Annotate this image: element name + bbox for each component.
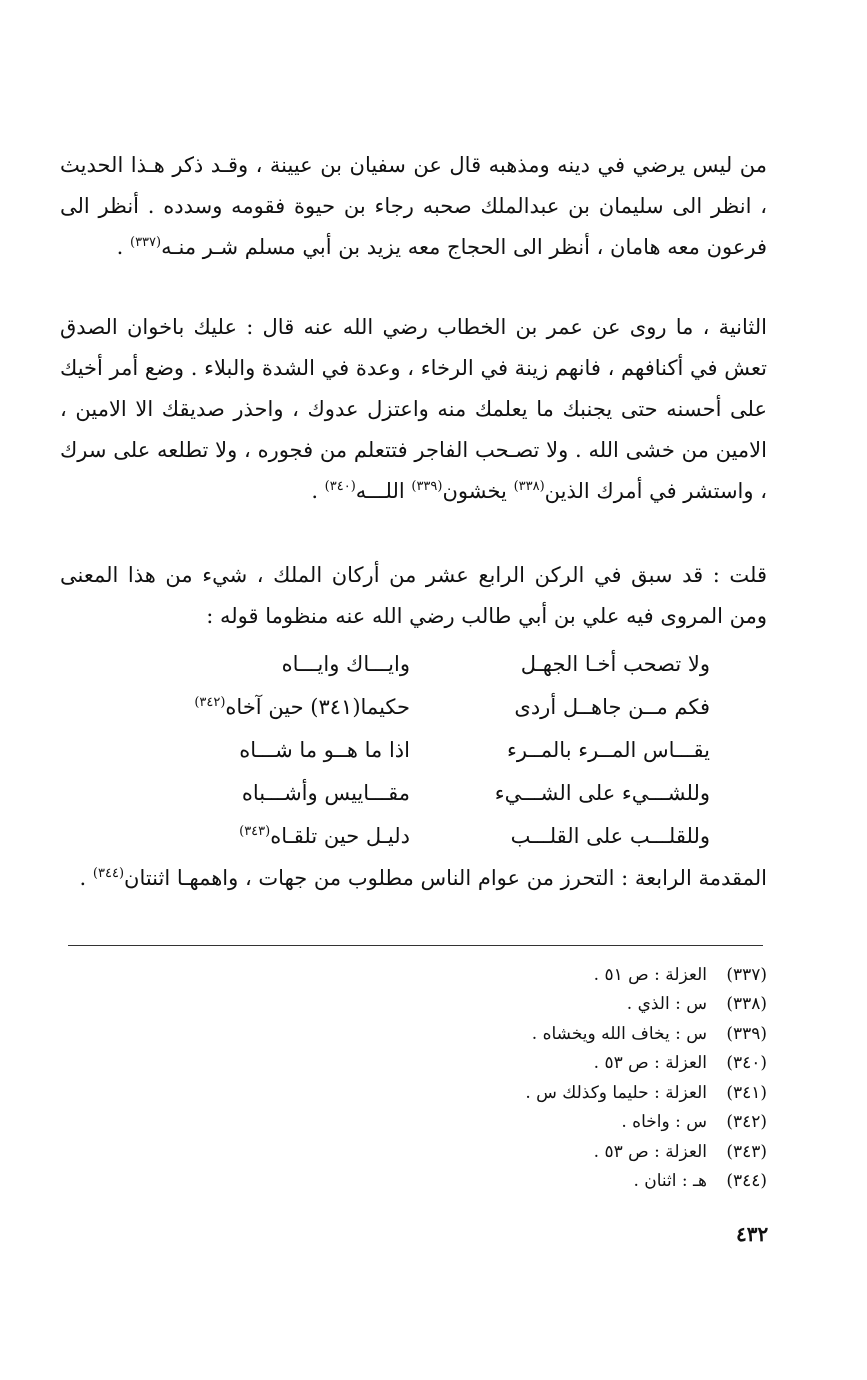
footnote-text: هـ : اثنان . xyxy=(633,1171,707,1192)
paragraph-1-end: . xyxy=(116,235,130,259)
footnote-ref-337: (٣٣٧) xyxy=(130,235,162,250)
poem-verse xyxy=(90,685,710,728)
verse-footnote-ref: (٣٤٢) xyxy=(194,694,226,710)
footnote-text: س : واخاه . xyxy=(621,1112,707,1133)
paragraph-3-text: قلت : قد سبق في الركن الرابع عشر من أركان الملك ، شيء من هذا المعنى ومن المروى فيه علي بن أبي طالب رضي الله عنه منظوما قوله : xyxy=(60,563,767,628)
footnote-number: (٣٤٠) xyxy=(726,1053,767,1074)
footnote-number: (٣٣٧) xyxy=(726,964,767,985)
paragraph-1-text: من ليس يرضي في دينه ومذهبه قال عن سفيان بن عيينة ، وقـد ذكر هـذا الحديث ، انظر الى سليمان بن عبدالملك صحبه رجاء بن حيوة فقومه وسدده . أنظر الى فرعون معه هامان ، أنظر الى الحجاج معه يزيد بن أبي مسلم شـر منـه xyxy=(60,153,767,259)
verse-second-hemistich xyxy=(90,781,410,805)
footnote-number: (٣٣٨) xyxy=(726,994,767,1015)
paragraph-2-text-2: يخشون xyxy=(442,479,514,503)
footnote-item xyxy=(380,1108,767,1138)
verse-second-hemistich-text: دليـل حين تلقـاه xyxy=(270,823,410,848)
poem-verse xyxy=(90,771,710,814)
footnote-number: (٣٤١) xyxy=(726,1082,767,1103)
verse-second-hemistich-text: مقـــاييس وأشـــباه xyxy=(241,780,410,805)
footnote-ref-339: (٣٣٩) xyxy=(411,479,443,494)
verse-second-hemistich xyxy=(90,695,410,719)
footnote-text: العزلة : حليما وكذلك س . xyxy=(525,1082,707,1103)
closing-paragraph-end: . xyxy=(79,866,93,890)
footnote-item xyxy=(380,1019,767,1049)
verse-second-hemistich-text: اذا ما هــو ما شـــاه xyxy=(239,737,410,762)
verse-second-hemistich xyxy=(90,652,410,676)
footnote-number: (٣٤٤) xyxy=(726,1171,767,1192)
footnote-text: س : الذي . xyxy=(626,994,707,1015)
paragraph-2-end: . xyxy=(311,479,325,503)
footnote-number: (٣٣٩) xyxy=(726,1023,767,1044)
closing-paragraph xyxy=(60,858,767,899)
footnotes xyxy=(380,960,767,1196)
footnote-ref-340: (٣٤٠) xyxy=(324,479,356,494)
footnote-text: س : يخاف الله ويخشاه . xyxy=(531,1023,707,1044)
verse-first-hemistich: وللشـــيء على الشـــيء xyxy=(494,780,710,805)
footnote-text: العزلة : ص ٥١ . xyxy=(593,964,707,985)
footnote-item xyxy=(380,1167,767,1197)
verse-first-hemistich: فكم مــن جاهــل أردى xyxy=(514,694,710,719)
verse-footnote-ref: (٣٤٣) xyxy=(239,823,271,839)
verse-second-hemistich-text: حكيما(٣٤١) حين آخاه xyxy=(225,694,410,719)
footnote-number: (٣٤٣) xyxy=(726,1141,767,1162)
poem-verse xyxy=(90,728,710,771)
closing-paragraph-text: المقدمة الرابعة : التحرز من عوام الناس مطلوب من جهات ، واهمهـا اثنتان xyxy=(124,866,767,890)
verse-first-hemistich: يقـــاس المــرء بالمــرء xyxy=(507,737,710,762)
footnote-item xyxy=(380,1049,767,1079)
paragraph-1 xyxy=(60,145,767,268)
poem xyxy=(90,642,710,857)
paragraph-2-text-3: اللـــه xyxy=(355,479,412,503)
page-number: ٤٣٢ xyxy=(736,1222,769,1246)
verse-second-hemistich-text: وايـــاك وايـــاه xyxy=(281,651,410,676)
footnote-number: (٣٤٢) xyxy=(726,1112,767,1133)
footnote-item xyxy=(380,960,767,990)
paragraph-2-text: الثانية ، ما روى عن عمر بن الخطاب رضي الله عنه قال : عليك باخوان الصدق تعش في أكنافهم ، فانهم زينة في الرخاء ، وعدة في الشدة والبلاء . وضع أمر أخيك على أحسنه حتى يجنبك ما يعلمك منه واعتزل عدوك ، واحذر صديقك الا الامين ، الامين من خشى الله . ولا تصـحب الفاجر فتتعلم من فجوره ، ولا تطلعه على سرك ، واستشر في أمرك الذين xyxy=(60,315,767,503)
footnote-divider xyxy=(68,945,763,946)
verse-first-hemistich: ولا تصحب أخـا الجهـل xyxy=(520,651,710,676)
footnote-item xyxy=(380,1137,767,1167)
footnote-text: العزلة : ص ٥٣ . xyxy=(593,1141,707,1162)
footnote-ref-344: (٣٤٤) xyxy=(92,866,125,881)
verse-second-hemistich xyxy=(90,738,410,762)
paragraph-3 xyxy=(60,555,767,637)
footnote-text: العزلة : ص ٥٣ . xyxy=(593,1053,707,1074)
paragraph-2 xyxy=(60,307,767,512)
footnote-item xyxy=(380,990,767,1020)
footnote-item xyxy=(380,1078,767,1108)
verse-second-hemistich xyxy=(90,824,410,848)
verse-first-hemistich: وللقلـــب على القلـــب xyxy=(510,823,710,848)
poem-verse xyxy=(90,642,710,685)
poem-verse xyxy=(90,814,710,857)
footnote-ref-338: (٣٣٨) xyxy=(513,479,545,494)
